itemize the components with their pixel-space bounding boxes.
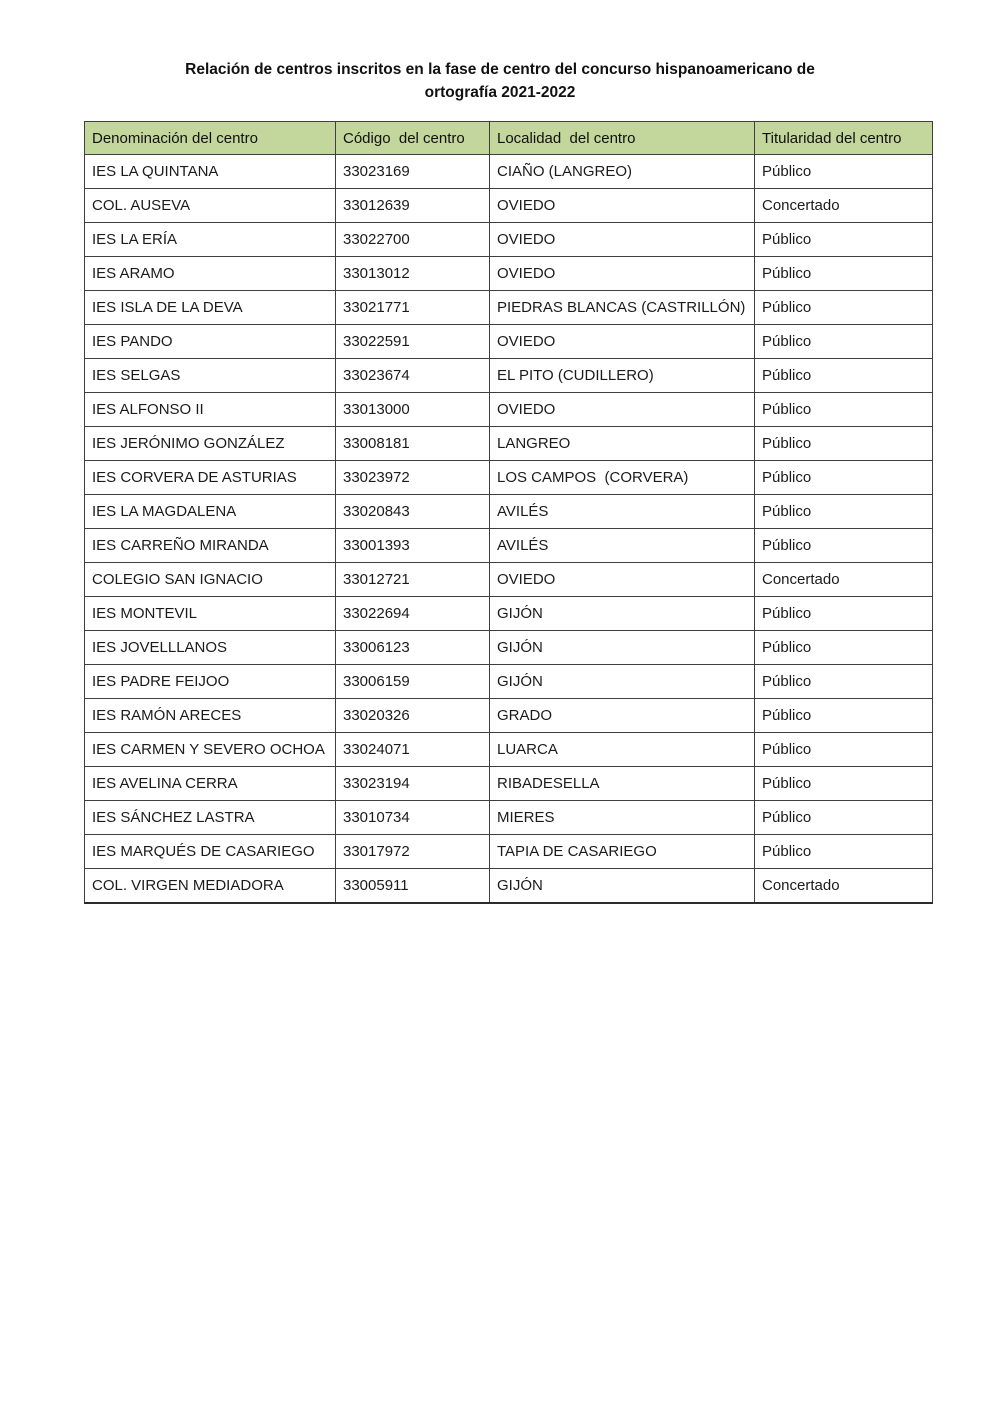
cell-titularidad: Público xyxy=(755,665,933,699)
cell-localidad: GRADO xyxy=(490,699,755,733)
cell-denominacion: IES AVELINA CERRA xyxy=(85,767,336,801)
cell-denominacion: IES CARMEN Y SEVERO OCHOA xyxy=(85,733,336,767)
table-row xyxy=(85,393,933,427)
cell-titularidad: Público xyxy=(755,461,933,495)
table-row xyxy=(85,631,933,665)
cell-codigo: 33020326 xyxy=(336,699,490,733)
cell-titularidad: Público xyxy=(755,291,933,325)
cell-titularidad: Público xyxy=(755,393,933,427)
table-row xyxy=(85,869,933,904)
cell-codigo: 33023972 xyxy=(336,461,490,495)
cell-titularidad: Público xyxy=(755,767,933,801)
cell-denominacion: IES PANDO xyxy=(85,325,336,359)
cell-codigo: 33022700 xyxy=(336,223,490,257)
cell-titularidad: Público xyxy=(755,801,933,835)
table-row xyxy=(85,155,933,189)
cell-denominacion: IES JERÓNIMO GONZÁLEZ xyxy=(85,427,336,461)
cell-localidad: OVIEDO xyxy=(490,223,755,257)
cell-denominacion: IES RAMÓN ARECES xyxy=(85,699,336,733)
cell-localidad: OVIEDO xyxy=(490,393,755,427)
cell-localidad: GIJÓN xyxy=(490,869,755,904)
cell-denominacion: IES CARREÑO MIRANDA xyxy=(85,529,336,563)
cell-localidad: TAPIA DE CASARIEGO xyxy=(490,835,755,869)
cell-codigo: 33020843 xyxy=(336,495,490,529)
cell-denominacion: IES LA MAGDALENA xyxy=(85,495,336,529)
cell-codigo: 33012721 xyxy=(336,563,490,597)
table-row xyxy=(85,733,933,767)
cell-codigo: 33008181 xyxy=(336,427,490,461)
cell-denominacion: IES ARAMO xyxy=(85,257,336,291)
cell-codigo: 33010734 xyxy=(336,801,490,835)
cell-localidad: RIBADESELLA xyxy=(490,767,755,801)
cell-codigo: 33023674 xyxy=(336,359,490,393)
cell-titularidad: Público xyxy=(755,257,933,291)
table-row xyxy=(85,665,933,699)
cell-localidad: LOS CAMPOS (CORVERA) xyxy=(490,461,755,495)
cell-localidad: MIERES xyxy=(490,801,755,835)
cell-codigo: 33013012 xyxy=(336,257,490,291)
cell-localidad: PIEDRAS BLANCAS (CASTRILLÓN) xyxy=(490,291,755,325)
page-title-line2: ortografía 2021-2022 xyxy=(424,84,576,101)
cell-denominacion: IES LA QUINTANA xyxy=(85,155,336,189)
table-row xyxy=(85,461,933,495)
cell-denominacion: IES ALFONSO II xyxy=(85,393,336,427)
cell-titularidad: Público xyxy=(755,835,933,869)
page-title-line1: Relación de centros inscritos en la fase de centro del concurso hispanoamericano de xyxy=(185,61,815,78)
cell-denominacion: IES CORVERA DE ASTURIAS xyxy=(85,461,336,495)
cell-denominacion: IES JOVELLLANOS xyxy=(85,631,336,665)
cell-denominacion: COL. AUSEVA xyxy=(85,189,336,223)
table-body xyxy=(85,155,933,904)
cell-titularidad: Público xyxy=(755,427,933,461)
cell-titularidad: Público xyxy=(755,155,933,189)
cell-codigo: 33021771 xyxy=(336,291,490,325)
cell-codigo: 33013000 xyxy=(336,393,490,427)
table-row xyxy=(85,359,933,393)
cell-denominacion: IES ISLA DE LA DEVA xyxy=(85,291,336,325)
cell-titularidad: Público xyxy=(755,529,933,563)
cell-titularidad: Público xyxy=(755,631,933,665)
cell-codigo: 33023169 xyxy=(336,155,490,189)
table-row xyxy=(85,495,933,529)
cell-codigo: 33017972 xyxy=(336,835,490,869)
table-row xyxy=(85,427,933,461)
table-row xyxy=(85,563,933,597)
table-row xyxy=(85,325,933,359)
cell-denominacion: IES PADRE FEIJOO xyxy=(85,665,336,699)
table-row xyxy=(85,291,933,325)
cell-codigo: 33024071 xyxy=(336,733,490,767)
cell-codigo: 33012639 xyxy=(336,189,490,223)
cell-localidad: LUARCA xyxy=(490,733,755,767)
column-header-titularidad: Titularidad del centro xyxy=(755,122,933,155)
table-row xyxy=(85,189,933,223)
cell-titularidad: Público xyxy=(755,733,933,767)
cell-localidad: AVILÉS xyxy=(490,495,755,529)
column-header-denominacion: Denominación del centro xyxy=(85,122,336,155)
page-title xyxy=(120,0,880,104)
cell-denominacion: IES MARQUÉS DE CASARIEGO xyxy=(85,835,336,869)
cell-codigo: 33001393 xyxy=(336,529,490,563)
table-row xyxy=(85,257,933,291)
table-row xyxy=(85,767,933,801)
cell-codigo: 33006159 xyxy=(336,665,490,699)
column-header-codigo: Código del centro xyxy=(336,122,490,155)
cell-titularidad: Concertado xyxy=(755,869,933,904)
cell-localidad: EL PITO (CUDILLERO) xyxy=(490,359,755,393)
cell-localidad: OVIEDO xyxy=(490,257,755,291)
cell-localidad: LANGREO xyxy=(490,427,755,461)
cell-denominacion: IES MONTEVIL xyxy=(85,597,336,631)
cell-localidad: OVIEDO xyxy=(490,325,755,359)
cell-titularidad: Público xyxy=(755,325,933,359)
table-row xyxy=(85,597,933,631)
cell-localidad: AVILÉS xyxy=(490,529,755,563)
cell-denominacion: COLEGIO SAN IGNACIO xyxy=(85,563,336,597)
cell-titularidad: Concertado xyxy=(755,189,933,223)
cell-denominacion: COL. VIRGEN MEDIADORA xyxy=(85,869,336,904)
cell-codigo: 33022591 xyxy=(336,325,490,359)
cell-titularidad: Público xyxy=(755,597,933,631)
cell-denominacion: IES SÁNCHEZ LASTRA xyxy=(85,801,336,835)
table-row xyxy=(85,529,933,563)
cell-localidad: OVIEDO xyxy=(490,563,755,597)
column-header-localidad: Localidad del centro xyxy=(490,122,755,155)
cell-titularidad: Concertado xyxy=(755,563,933,597)
cell-denominacion: IES SELGAS xyxy=(85,359,336,393)
table-row xyxy=(85,223,933,257)
cell-localidad: CIAÑO (LANGREO) xyxy=(490,155,755,189)
centros-table xyxy=(84,121,933,904)
table-header xyxy=(85,122,933,155)
cell-localidad: GIJÓN xyxy=(490,597,755,631)
cell-titularidad: Público xyxy=(755,359,933,393)
cell-denominacion: IES LA ERÍA xyxy=(85,223,336,257)
cell-codigo: 33023194 xyxy=(336,767,490,801)
table-header-row xyxy=(85,122,933,155)
cell-codigo: 33006123 xyxy=(336,631,490,665)
table-row xyxy=(85,801,933,835)
cell-titularidad: Público xyxy=(755,223,933,257)
table-row xyxy=(85,699,933,733)
cell-titularidad: Público xyxy=(755,699,933,733)
table-row xyxy=(85,835,933,869)
cell-codigo: 33022694 xyxy=(336,597,490,631)
cell-localidad: GIJÓN xyxy=(490,631,755,665)
cell-localidad: OVIEDO xyxy=(490,189,755,223)
cell-localidad: GIJÓN xyxy=(490,665,755,699)
cell-titularidad: Público xyxy=(755,495,933,529)
cell-codigo: 33005911 xyxy=(336,869,490,904)
